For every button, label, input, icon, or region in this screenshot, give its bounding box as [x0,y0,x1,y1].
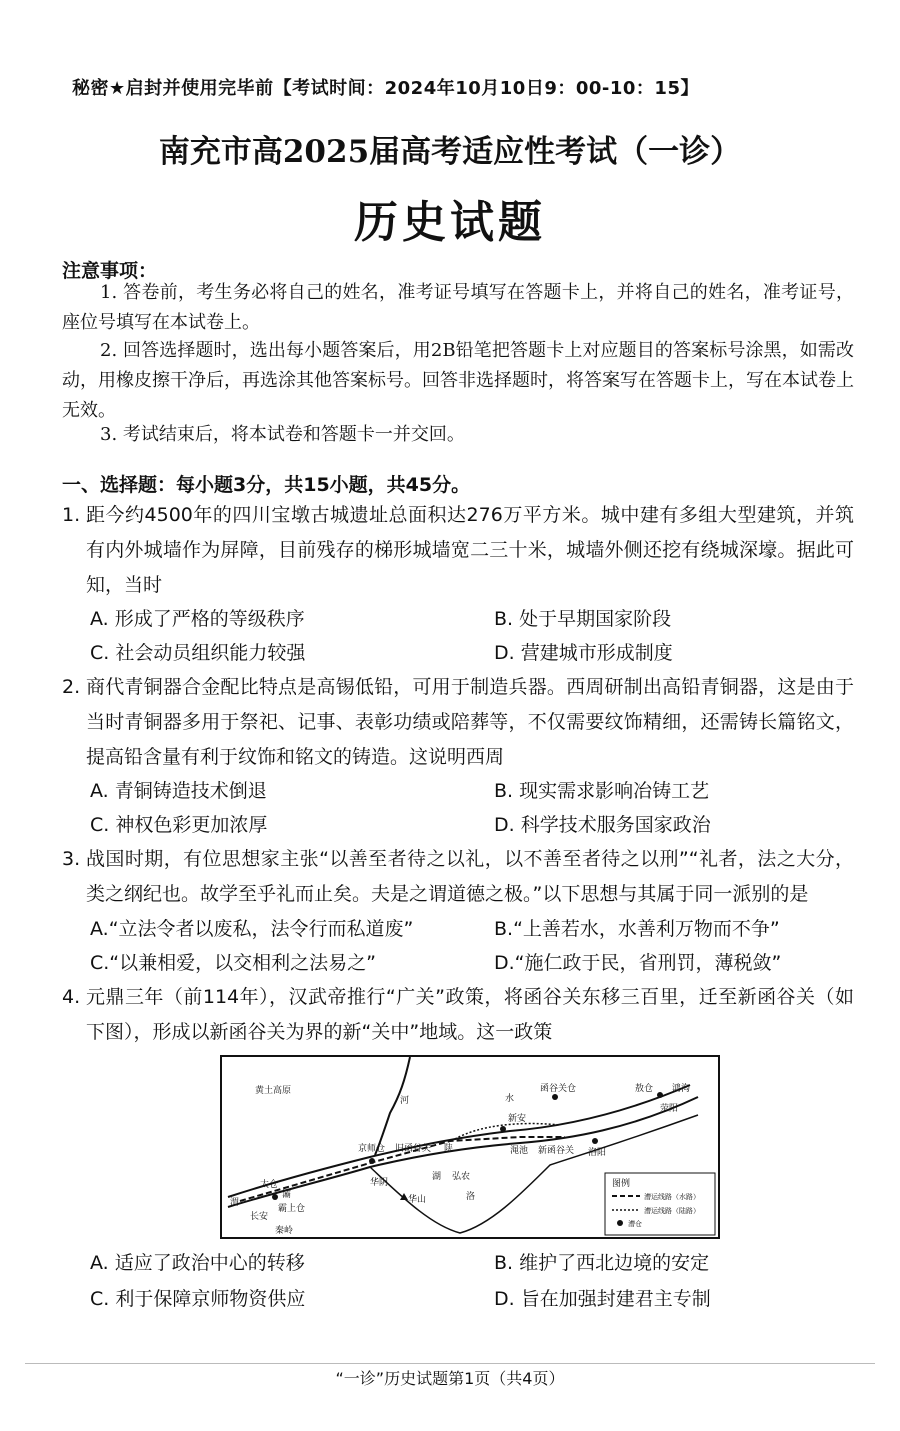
page-footer: “一诊”历史试题第1页（共4页） [335,1369,565,1388]
label-shui-north: 水 [505,1094,515,1104]
label-he: 河 [400,1096,410,1106]
question-3 [62,842,854,912]
granary-taicang [272,1194,278,1200]
question-1 [62,498,854,603]
label-hongnong: 弘农 [452,1172,471,1182]
label-luoyang: 洛阳 [588,1148,607,1158]
label-xingyang: 荥阳 [660,1104,679,1114]
option-c: C. 神权色彩更加浓厚 [90,814,268,836]
question-stem: 战国时期，有位思想家主张“以善至者待之以礼，以不善至者待之以刑”“礼者，法之大分，类之纲纪也。故学至乎礼而止矣。夫是之谓道德之极。”以下思想与其属于同一派别的是 [86,848,854,905]
legend-granary-dot [617,1220,623,1226]
option-b: B. 维护了西北边境的安定 [494,1252,710,1274]
label-luo: 洛 [466,1192,476,1202]
label-old-hangu: 旧函谷关 [395,1144,432,1154]
label-changan: 长安 [250,1212,269,1222]
legend-water-label: 漕运线路（水路） [644,1193,700,1201]
label-mianchi: 渑池 [510,1146,529,1156]
option-c: C.“以兼相爱，以交相利之法易之” [90,952,376,974]
legend-granary-label: 漕仓 [628,1220,642,1228]
question-stem: 元鼎三年（前114年），汉武帝推行“广关”政策，将函谷关东移三百里，迁至新函谷关（如下图），形成以新函谷关为界的新“关中”地域。这一政策 [86,986,854,1043]
exam-title: 南充市高2025届高考适应性考试（一诊） [158,134,742,170]
label-bashang-granary: 霸上仓 [278,1204,306,1214]
label-huayin: 华阴 [370,1178,389,1188]
exam-subtitle: 历史试题 [354,197,546,248]
notice-item-1: 1. 答卷前，考生务必将自己的姓名，准考证号填写在答题卡上，并将自己的姓名，准考证号，座位号填写在本试卷上。 [62,282,854,333]
label-honggou: 鸿沟 [672,1084,691,1094]
label-loess-plateau: 黄土高原 [255,1086,292,1096]
notice-item-3: 3. 考试结束后，将本试卷和答题卡一并交回。 [100,424,465,445]
label-jingshi-granary: 京师仓 [358,1144,386,1154]
granary-hangu [552,1094,558,1100]
granary-aocang [657,1092,663,1098]
question-4 [62,980,854,1050]
label-qinling: 秦岭 [275,1226,294,1236]
label-aocang: 敖仓 [635,1084,654,1094]
label-new-hangu: 新函谷关 [538,1146,575,1156]
question-number: 2. [62,676,81,698]
option-b: B.“上善若水，水善利万物而不争” [494,918,780,940]
label-taicang: 太仓 [260,1180,279,1190]
option-a: A.“立法令者以废私，法令行而私道废” [90,918,414,940]
question-2 [62,670,854,775]
question-number: 4. [62,986,81,1008]
question-stem: 商代青铜器合金配比特点是高锡低铅，可用于制造兵器。西周研制出高铅青铜器，这是由于当时青铜器多用于祭祀、记事、表彰功绩或陪葬等，不仅需要纹饰精细，还需铸长篇铭文，提高铅含量有利于纹饰和铭文的铸造。这说明西周 [86,676,854,768]
section-heading: 一、选择题：每小题3分，共15小题，共45分。 [62,474,471,496]
question-stem: 距今约4500年的四川宝墩古城遗址总面积达276万平方米。城中建有多组大型建筑，并筑有内外城墙作为屏障，目前残存的梯形城墙宽二三十米，城墙外侧还挖有绕城深壕。据此可知，当时 [86,504,854,596]
legend-land-label: 漕运线路（陆路） [644,1207,700,1215]
label-wei: 渭 [230,1198,240,1208]
question-number: 1. [62,504,81,526]
option-c: C. 社会动员组织能力较强 [90,642,306,664]
option-b: B. 现实需求影响冶铸工艺 [494,780,710,802]
question-number: 3. [62,848,81,870]
granary-xinan [500,1126,506,1132]
label-xinan: 新安 [508,1114,527,1124]
label-huashan: 华山 [408,1195,427,1205]
option-c: C. 利于保障京师物资供应 [90,1288,306,1310]
option-d: D. 科学技术服务国家政治 [494,814,711,836]
label-hangu-granary: 函谷关仓 [540,1084,577,1094]
city-luoyang [592,1138,598,1144]
label-ba: 灞 [282,1190,292,1200]
option-d: D. 旨在加强封建君主专制 [494,1288,711,1310]
option-a: A. 形成了严格的等级秩序 [90,608,305,630]
footer-divider [25,1363,875,1364]
legend-title: 图例 [612,1179,631,1189]
guanzhong-map [220,1055,720,1239]
option-d: D.“施仁政于民，省刑罚，薄税敛” [494,952,782,974]
option-d: D. 营建城市形成制度 [494,642,673,664]
label-shan: 陕 [444,1144,454,1154]
notice-item-2: 2. 回答选择题时，选出每小题答案后，用2B铅笔把答题卡上对应题目的答案标号涂黑，如需改动，用橡皮擦干净后，再选涂其他答案标号。回答非选择题时，将答案写在答题卡上，写在本试卷上无效。 [62,340,854,421]
label-hu: 湖 [432,1172,442,1182]
notice-heading: 注意事项： [62,260,158,282]
option-b: B. 处于早期国家阶段 [494,608,672,630]
secret-header: 秘密★启封并使用完毕前【考试时间：2024年10月10日9：00-10：15】 [72,78,699,99]
granary-jingshi [369,1158,375,1164]
option-a: A. 青铜铸造技术倒退 [90,780,267,802]
option-a: A. 适应了政治中心的转移 [90,1252,305,1274]
